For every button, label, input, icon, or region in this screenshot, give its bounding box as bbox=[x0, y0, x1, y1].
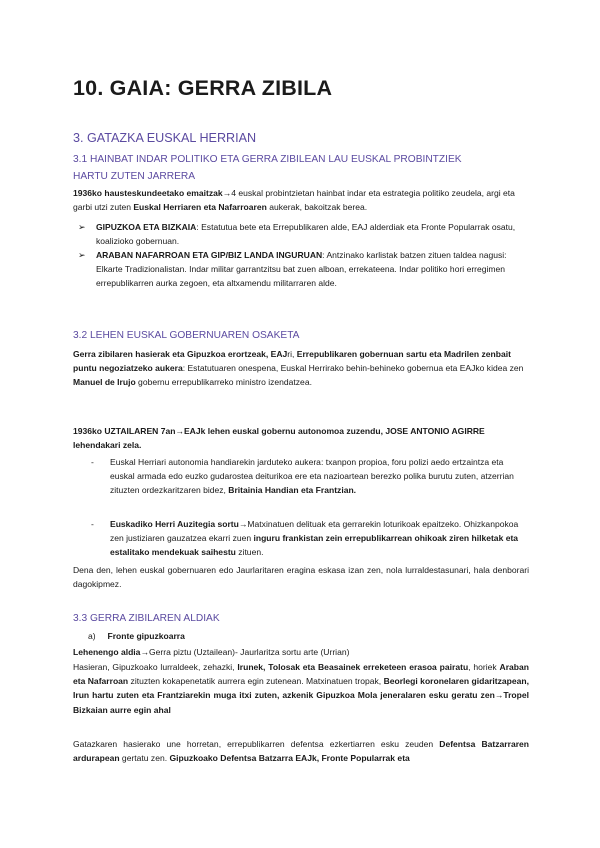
bullet-gipuzkoa-bizkaia: ➢ GIPUZKOA ETA BIZKAIA: Estatutua bete eta Errepublikaren alde, EAJ alderdiak eta Fronte Popularrak osatu, koalizioko gobernuan. bbox=[78, 222, 516, 247]
page-title: 10. GAIA: GERRA ZIBILA bbox=[73, 76, 333, 100]
bullet-araba-nafarroa: ➢ ARABAN NAFARROAN ETA GIP/BIZ LANDA INGURUAN: Antzinako karlistak batzen zituen taldea nagusi: Elkarte Tradizionalistan. Indar militar garrantzitsu bat zuen alboan, errekateena. Indar politiko hori erregimen errepublikarren aurka zegoen, eta altxamendu militarraren alde. bbox=[78, 250, 507, 289]
section-3-3-period-line: Lehenengo aldia→Gerra piztu (Uztailean)- Jaurlaritza sortu arte (Urrian) bbox=[73, 647, 350, 657]
section-3-3-paragraph-1: Hasieran, Gipuzkoako lurraldeek, zehazki, Irunek, Tolosak eta Beasainek erreketeen erasoa pairatu, horiek Araban eta Nafarroan zituzten kokapenetatik aurrera egin zutenean. Matxinatuen tropak, Beorlegi koronelaren gidaritzapean, Irun hartu zuten eta Frantziarekin muga itxi zuten, azkenik Gipuzkoa Mola jeneralaren esku geratu zen→Tropel Bizkaian aurre egin ahal bbox=[73, 662, 529, 715]
arrow-bullet-icon: ➢ bbox=[78, 250, 86, 260]
section-3-1-heading bbox=[73, 151, 529, 185]
section-3-1-heading-line-2: HARTU ZUTEN JARRERA bbox=[73, 171, 196, 182]
section-3-3-heading: 3.3 GERRA ZIBILAREN ALDIAK bbox=[73, 613, 220, 624]
section-3-1-intro: 1936ko hausteskundeetako emaitzak→4 euskal probintzietan hainbat indar eta estrategia politiko zeudela, argi eta garbi utzi zuten Euskal Herriaren eta Nafarroaren aukerak, bakoitzak berea. bbox=[73, 188, 515, 213]
arrow-bullet-icon: ➢ bbox=[78, 222, 86, 232]
dash-item-herri-auzitegia: - Euskadiko Herri Auzitegia sortu→Matxinatuen delituak eta gerrarekin loturikoak epaitzeko. Ohizkanpokoa zen justiziaren gauzatzea ekarri zuen inguru frankistan zein errepublikarrean ohikoak ziren hilketak eta estalitako mendekuak saihestu zituen. bbox=[91, 519, 519, 558]
section-3-1-heading-line-1: 3.1 HAINBAT INDAR POLITIKO ETA GERRA ZIBILEAN LAU EUSKAL PROBINTZIEK bbox=[73, 154, 462, 165]
list-item-a bbox=[88, 629, 185, 643]
section-3-2-paragraph-2: 1936ko UZTAILAREN 7an→EAJk lehen euskal gobernu autonomoa zuzendu, JOSE ANTONIO AGIRRE lehendakari zela. bbox=[73, 426, 485, 451]
list-marker-a: a) bbox=[88, 631, 96, 641]
dash-bullet-icon: - bbox=[91, 519, 94, 529]
dash-bullet-icon: - bbox=[91, 457, 94, 467]
section-3-2-paragraph-1: Gerra zibilaren hasierak eta Gipuzkoa erortzeak, EAJri, Errepublikaren gobernuan sartu eta Madrilen zenbait puntu negoziatzeko aukera: Estatutuaren onespena, Euskal Herrirako behin-behineko gobernua eta EAJko kidea zen Manuel de Irujo gobernu errepublikarreko ministro izendatzea. bbox=[73, 349, 524, 388]
list-item-a-label: Fronte gipuzkoarra bbox=[107, 631, 185, 641]
section-3-3-paragraph-2: Gatazkaren hasierako une horretan, errepublikarren defentsa ezkertiarren esku zeuden Defentsa Batzarraren ardurapean gertatu zen. Gipuzkoako Defentsa Batzarra EAJk, Fronte Popularrak eta bbox=[73, 739, 530, 764]
dash-item-autonomia: - Euskal Herriari autonomia handiarekin jarduteko aukera: txanpon propioa, foru polizi aedo ertzaintza eta euskal armada edo euzko gudarostea deiturikoa ere eta nazioartean berezko polika burutu zuten, atzerrian zituzten ordezkaritzaren bidez, Britainia Handian eta Frantzian. bbox=[91, 457, 514, 496]
section-3-heading: 3. GATAZKA EUSKAL HERRIAN bbox=[73, 131, 257, 145]
section-3-2-heading: 3.2 LEHEN EUSKAL GOBERNUAREN OSAKETA bbox=[73, 330, 300, 341]
section-3-2-paragraph-3: Dena den, lehen euskal gobernuaren edo Jaurlaritaren eragina eskasa izan zen, nola lurraldestasunari, hala denborari dagokipmez. bbox=[73, 565, 529, 590]
